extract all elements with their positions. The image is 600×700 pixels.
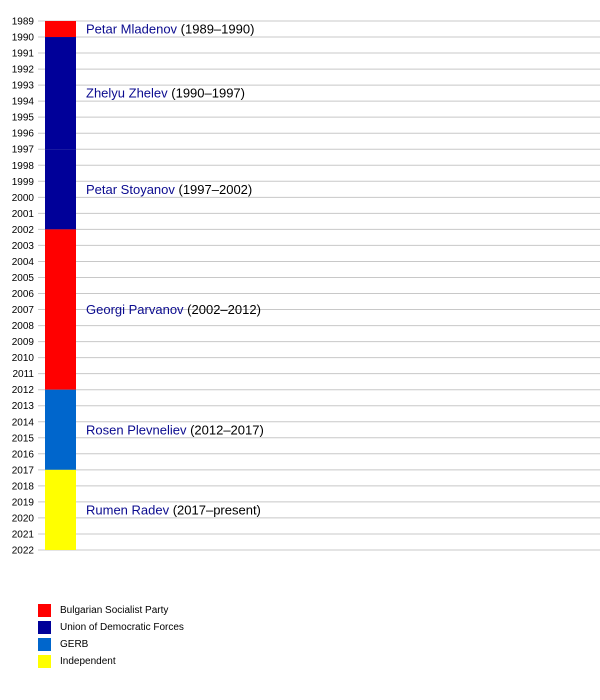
legend-item (38, 619, 184, 636)
president-name: Rosen Plevneliev (86, 422, 187, 438)
year-tick-label: 2005 (11, 272, 34, 284)
legend (38, 602, 184, 670)
president-label (86, 182, 252, 197)
year-tick-label: 1995 (11, 112, 34, 124)
year-tick-label: 1989 (11, 16, 34, 28)
term-bar (45, 470, 76, 550)
term-bar (45, 37, 76, 149)
year-tick-label: 2007 (11, 305, 34, 317)
year-tick-label: 2006 (11, 289, 34, 301)
president-term: (2017–present) (169, 502, 261, 518)
legend-swatch (38, 621, 51, 634)
year-tick-label: 2010 (11, 353, 34, 365)
year-tick-label: 2013 (11, 401, 34, 413)
term-bar (45, 390, 76, 470)
president-label (86, 86, 245, 101)
year-tick-label: 2001 (11, 208, 34, 220)
legend-label: Independent (60, 656, 116, 667)
president-term: (2002–2012) (183, 302, 261, 318)
year-tick-label: 1993 (11, 80, 34, 92)
president-name: Petar Mladenov (86, 21, 178, 37)
year-tick-label: 1999 (11, 176, 34, 188)
legend-swatch (38, 655, 51, 668)
year-tick-label: 2002 (11, 224, 34, 236)
legend-label: Union of Democratic Forces (60, 622, 184, 633)
year-tick-label: 1998 (11, 160, 34, 172)
term-bar (45, 229, 76, 389)
president-name: Zhelyu Zhelev (86, 85, 168, 101)
year-tick-label: 2004 (11, 256, 34, 268)
legend-item (38, 636, 184, 653)
year-tick-label: 2021 (11, 529, 34, 541)
president-label (86, 302, 261, 317)
year-tick-label: 2003 (11, 240, 34, 252)
president-term: (1990–1997) (167, 85, 245, 101)
year-tick-label: 2019 (11, 497, 34, 509)
president-term: (1989–1990) (177, 21, 255, 37)
year-tick-label: 2015 (11, 433, 34, 445)
legend-label: Bulgarian Socialist Party (60, 605, 169, 616)
legend-item (38, 602, 184, 619)
year-tick-label: 2012 (11, 385, 34, 397)
legend-swatch (38, 604, 51, 617)
legend-item (38, 653, 184, 670)
president-name: Rumen Radev (86, 502, 170, 518)
year-tick-label: 2011 (12, 369, 34, 381)
president-label (86, 502, 261, 517)
year-tick-label: 1992 (11, 64, 34, 76)
year-tick-label: 1994 (11, 96, 34, 108)
legend-swatch (38, 638, 51, 651)
president-name: Petar Stoyanov (86, 181, 175, 197)
president-term: (1997–2002) (174, 181, 253, 197)
term-bar (45, 21, 76, 37)
year-tick-label: 1997 (11, 144, 34, 156)
year-tick-label: 2014 (11, 417, 34, 429)
year-tick-label: 2018 (11, 481, 34, 493)
president-label (86, 22, 254, 37)
legend-label: GERB (60, 639, 89, 650)
year-tick-label: 2020 (11, 513, 34, 525)
president-name: Georgi Parvanov (86, 302, 184, 318)
year-tick-label: 1990 (11, 32, 34, 44)
term-bar (45, 149, 76, 229)
year-tick-label: 2000 (11, 192, 34, 204)
year-tick-label: 1996 (11, 128, 34, 140)
year-tick-label: 2017 (11, 465, 34, 477)
year-tick-label: 2016 (11, 449, 34, 461)
year-tick-label: 2008 (11, 321, 34, 333)
president-label (86, 422, 264, 437)
year-tick-label: 1991 (11, 48, 34, 60)
president-term: (2012–2017) (186, 422, 264, 438)
year-tick-label: 2022 (11, 545, 34, 557)
year-tick-label: 2009 (11, 337, 34, 349)
